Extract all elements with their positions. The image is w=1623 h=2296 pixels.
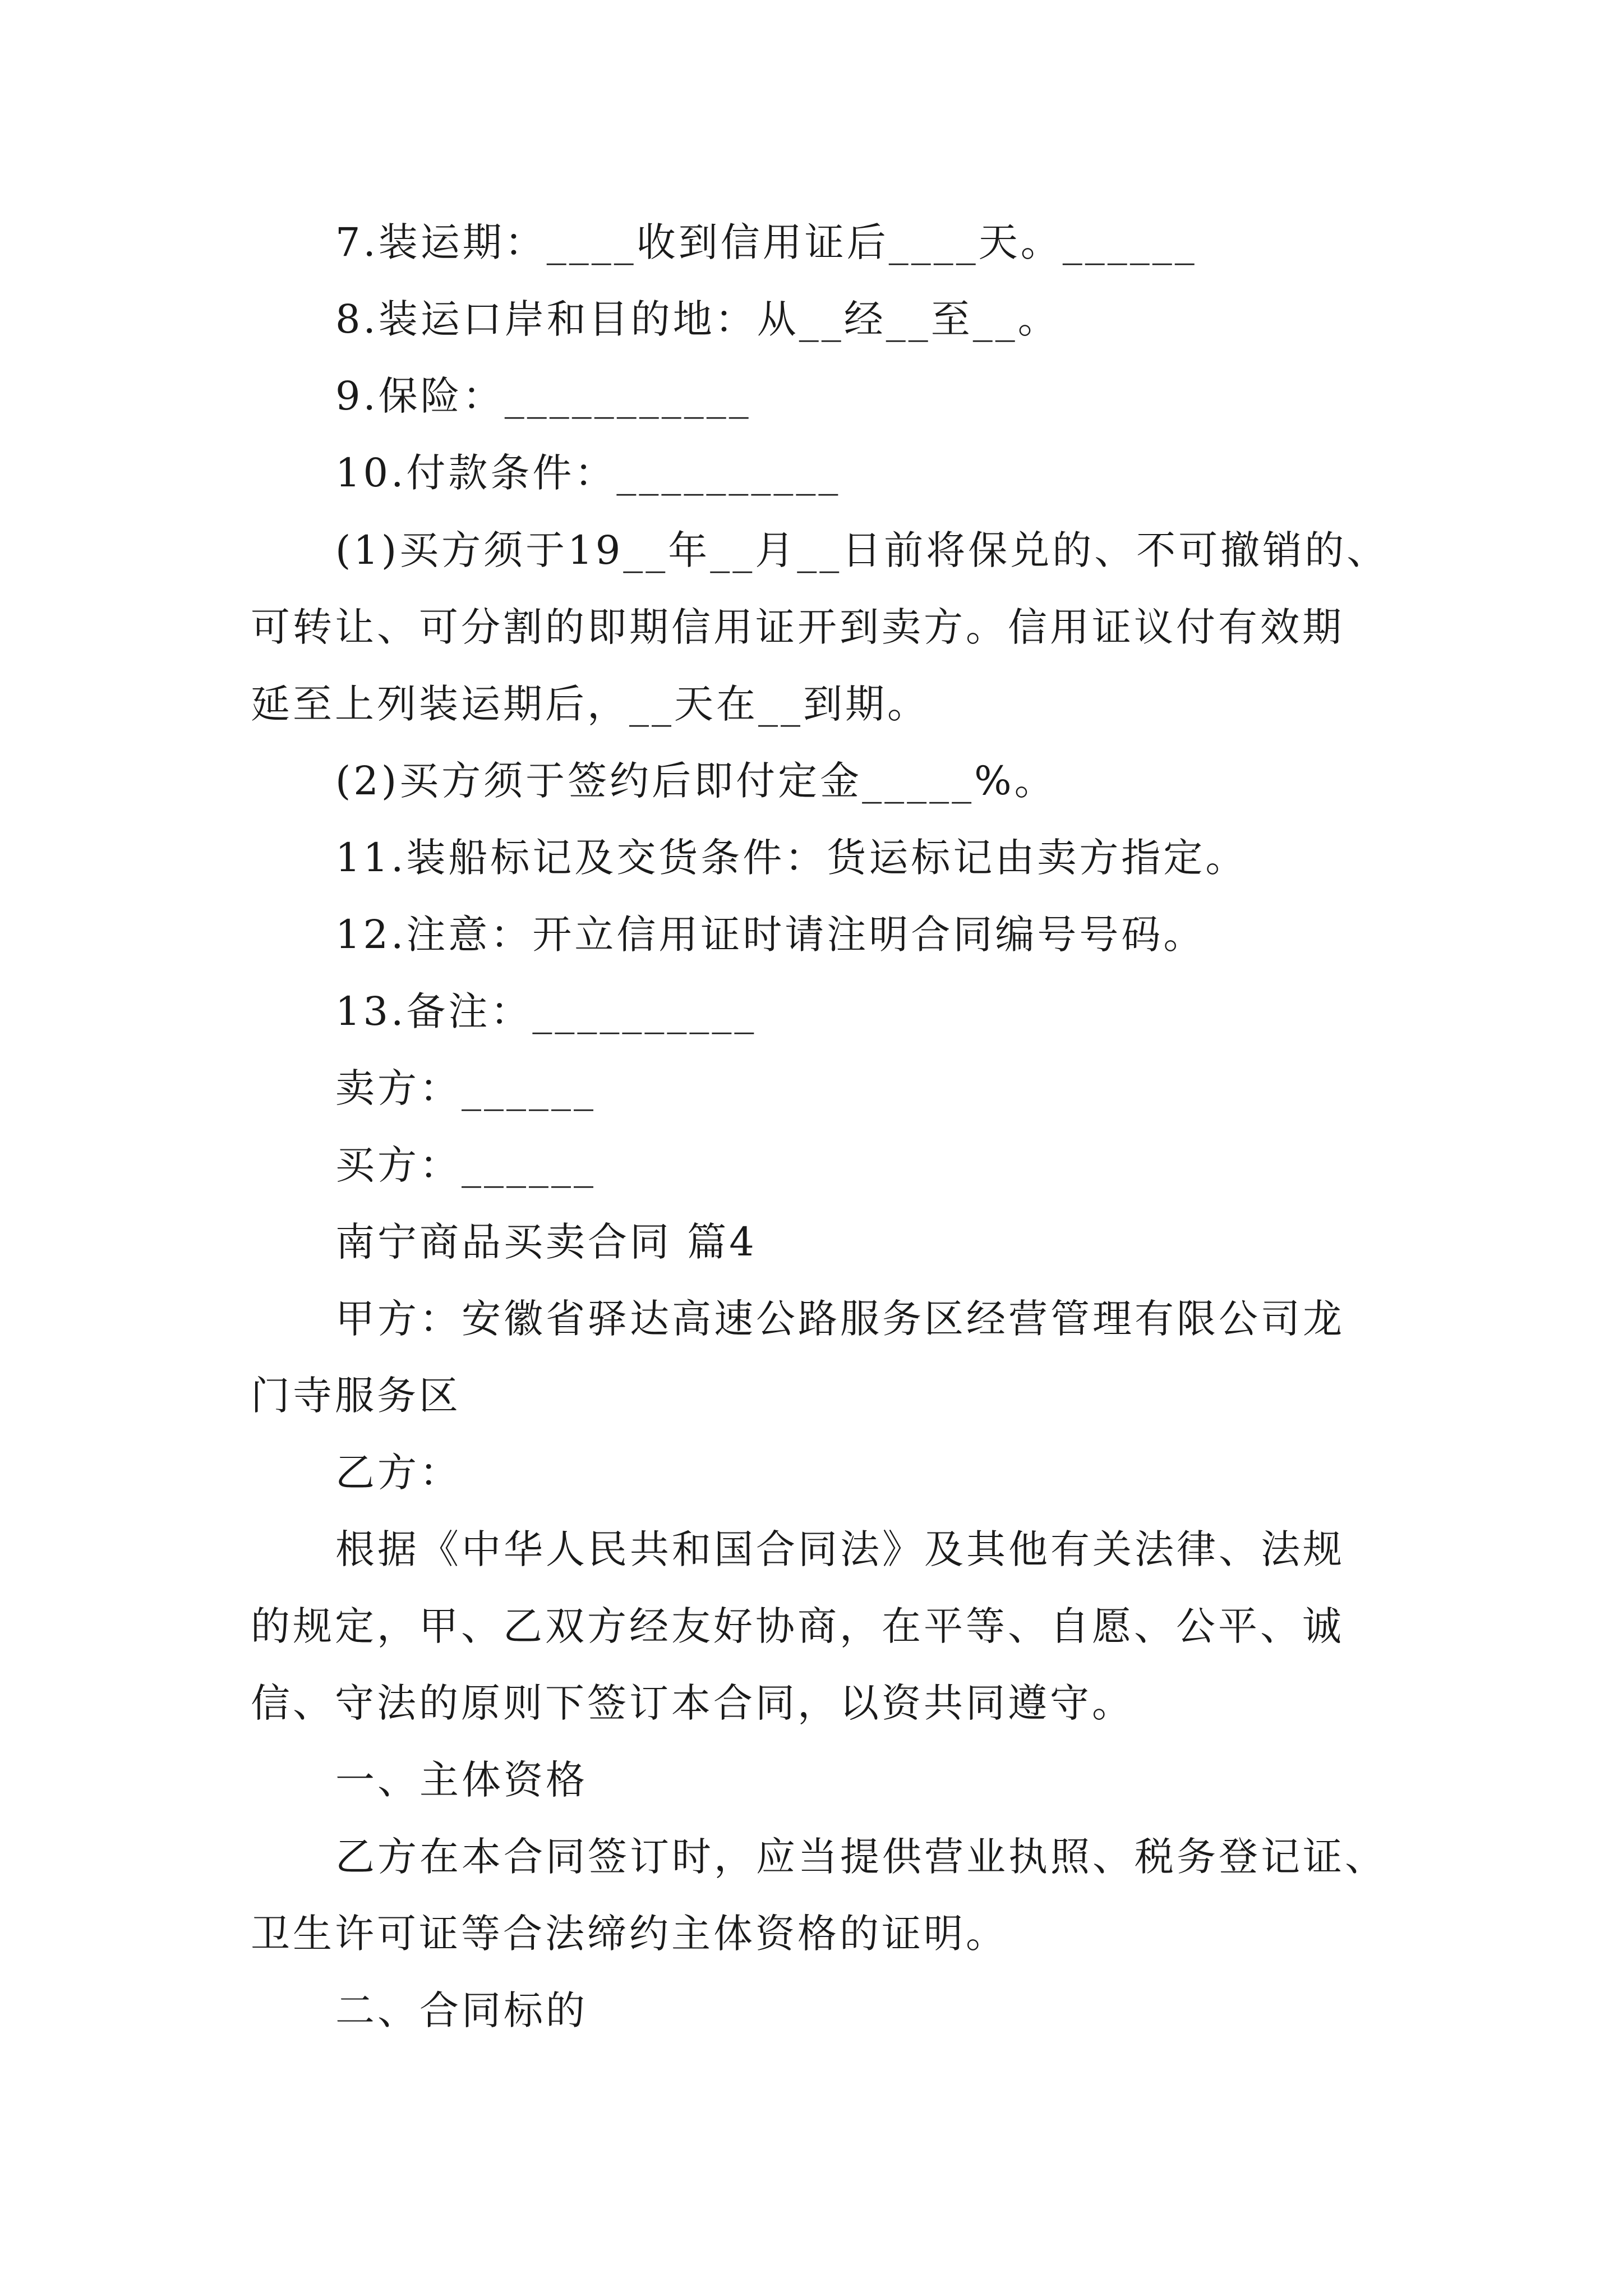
heading-contract-subject: 二、合同标的	[335, 1987, 588, 2033]
clause-10-1-line-2: 可转让、可分割的即期信用证开到卖方。信用证议付有效期	[251, 604, 1344, 650]
clause-8-ports: 8.装运口岸和目的地：从__经__至__。	[335, 296, 1060, 342]
preamble-line-1: 根据《中华人民共和国合同法》及其他有关法律、法规	[335, 1526, 1345, 1572]
buyer-signature-line: 买方：______	[335, 1142, 596, 1188]
preamble-line-3: 信、守法的原则下签订本合同，以资共同遵守。	[251, 1680, 1134, 1726]
party-b-line: 乙方：	[335, 1450, 462, 1496]
preamble-line-2: 的规定，甲、乙双方经友好协商，在平等、自愿、公平、诚	[251, 1603, 1344, 1649]
party-a-line-1: 甲方：安徽省驿达高速公路服务区经营管理有限公司龙	[335, 1296, 1345, 1342]
clause-11-marks: 11.装船标记及交货条件：货运标记由卖方指定。	[335, 835, 1248, 881]
clause-10-2-deposit: (2)买方须于签约后即付定金_____%。	[335, 758, 1057, 804]
clause-7-shipment-period: 7.装运期：____收到信用证后____天。______	[335, 219, 1197, 265]
clause-10-1-line-1: (1)买方须于19__年__月__日前将保兑的、不可撤销的、	[335, 527, 1389, 573]
heading-subject-qualification: 一、主体资格	[335, 1757, 588, 1803]
qualification-line-2: 卫生许可证等合法缔约主体资格的证明。	[251, 1911, 1008, 1957]
clause-10-1-line-3: 延至上列装运期后，__天在__到期。	[251, 681, 929, 727]
qualification-line-1: 乙方在本合同签订时，应当提供营业执照、税务登记证、	[335, 1834, 1387, 1880]
party-a-line-2: 门寺服务区	[251, 1373, 461, 1419]
clause-12-note: 12.注意：开立信用证时请注明合同编号号码。	[335, 912, 1206, 958]
clause-13-remarks: 13.备注：__________	[335, 988, 757, 1034]
clause-10-payment-terms: 10.付款条件：__________	[335, 450, 841, 496]
seller-signature-line: 卖方：______	[335, 1065, 596, 1111]
clause-9-insurance: 9.保险：___________	[335, 373, 751, 419]
section-heading-contract-4: 南宁商品买卖合同 篇4	[335, 1219, 757, 1265]
